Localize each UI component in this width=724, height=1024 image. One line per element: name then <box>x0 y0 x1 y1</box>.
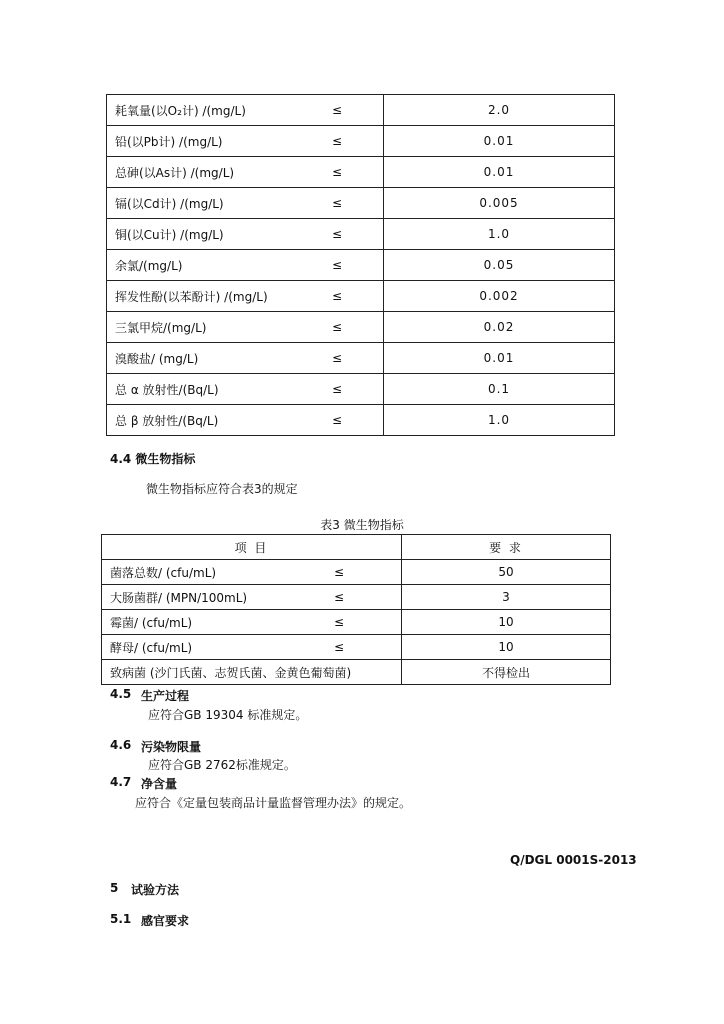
table-row <box>107 126 615 157</box>
item-value: 不得检出 <box>402 660 611 685</box>
indicator-table-continued <box>106 94 615 436</box>
table-row <box>107 343 615 374</box>
table-row <box>107 157 615 188</box>
table-row <box>107 281 615 312</box>
section-4-6-title: 污染物限量 <box>141 740 202 754</box>
table-row <box>107 219 615 250</box>
document-code: Q/DGL 0001S-2013 <box>510 853 637 867</box>
table-row <box>107 405 615 436</box>
item-name <box>107 312 384 343</box>
operator-symbol: ≤ <box>332 289 343 303</box>
item-value: 0.01 <box>384 343 615 374</box>
section-4-5-title: 生产过程 <box>141 689 190 703</box>
table-row <box>107 312 615 343</box>
item-value: 2.0 <box>384 95 615 126</box>
header-requirement: 要 求 <box>402 535 611 560</box>
item-label: 致病菌 (沙门氏菌、志贺氏菌、金黄色葡萄菌) <box>110 665 352 680</box>
table-row <box>107 374 615 405</box>
item-name <box>107 219 384 250</box>
table-row <box>107 188 615 219</box>
item-label: 总 β 放射性/(Bq/L) <box>115 413 219 428</box>
item-value: 0.002 <box>384 281 615 312</box>
item-name <box>107 126 384 157</box>
operator-symbol: ≤ <box>332 196 343 210</box>
item-label: 溴酸盐/ (mg/L) <box>115 351 199 366</box>
item-name <box>107 250 384 281</box>
table-row <box>107 95 615 126</box>
item-label: 铅(以Pb计) /(mg/L) <box>115 134 223 149</box>
section-5-1-number: 5.1 <box>110 912 132 926</box>
item-value: 0.005 <box>384 188 615 219</box>
item-name <box>102 610 402 635</box>
item-label: 大肠菌群/ (MPN/100mL) <box>110 590 248 605</box>
item-label: 三氯甲烷/(mg/L) <box>115 320 207 335</box>
item-name <box>107 281 384 312</box>
item-value: 0.05 <box>384 250 615 281</box>
operator-symbol: ≤ <box>332 320 343 334</box>
item-value: 10 <box>402 610 611 635</box>
operator-symbol: ≤ <box>332 134 343 148</box>
item-name <box>102 660 402 685</box>
header-item: 项 目 <box>102 535 402 560</box>
item-label: 挥发性酚(以苯酚计) /(mg/L) <box>115 289 268 304</box>
section-4-7-text: 应符合《定量包装商品计量监督管理办法》的规定。 <box>135 796 412 810</box>
item-value: 0.01 <box>384 126 615 157</box>
item-label: 余氯/(mg/L) <box>115 258 183 273</box>
item-value: 0.01 <box>384 157 615 188</box>
table3-caption: 表3 微生物指标 <box>320 518 404 532</box>
section-4-4-heading: 4.4 微生物指标 <box>110 452 196 466</box>
item-value: 0.1 <box>384 374 615 405</box>
section-4-5-number: 4.5 <box>110 687 132 701</box>
section-4-5-text: 应符合GB 19304 标准规定。 <box>148 708 308 722</box>
item-value: 50 <box>402 560 611 585</box>
section-4-4-text: 微生物指标应符合表3的规定 <box>146 482 298 496</box>
item-label: 霉菌/ (cfu/mL) <box>110 615 193 630</box>
item-name <box>102 635 402 660</box>
item-label: 铜(以Cu计) /(mg/L) <box>115 227 224 242</box>
item-value: 1.0 <box>384 405 615 436</box>
microbial-indicator-table <box>101 534 611 685</box>
section-5-number: 5 <box>110 881 119 895</box>
item-name <box>107 374 384 405</box>
operator-symbol: ≤ <box>332 227 343 241</box>
item-label: 菌落总数/ (cfu/mL) <box>110 565 217 580</box>
section-4-7-title: 净含量 <box>141 777 178 791</box>
item-label: 镉(以Cd计) /(mg/L) <box>115 196 224 211</box>
item-name <box>107 343 384 374</box>
operator-symbol: ≤ <box>332 351 343 365</box>
item-label: 总砷(以As计) /(mg/L) <box>115 165 235 180</box>
item-label: 耗氧量(以O₂计) /(mg/L) <box>115 103 246 118</box>
table-row <box>102 560 611 585</box>
item-name <box>102 560 402 585</box>
table-row <box>102 585 611 610</box>
table-row <box>102 610 611 635</box>
operator-symbol: ≤ <box>334 615 345 629</box>
operator-symbol: ≤ <box>332 382 343 396</box>
operator-symbol: ≤ <box>332 413 343 427</box>
item-value: 10 <box>402 635 611 660</box>
item-name <box>107 188 384 219</box>
section-5-1-title: 感官要求 <box>141 914 190 928</box>
operator-symbol: ≤ <box>332 258 343 272</box>
item-value: 0.02 <box>384 312 615 343</box>
item-value: 1.0 <box>384 219 615 250</box>
section-4-6-text: 应符合GB 2762标准规定。 <box>148 758 296 772</box>
item-name <box>107 95 384 126</box>
item-value: 3 <box>402 585 611 610</box>
item-name <box>102 585 402 610</box>
table-row <box>107 250 615 281</box>
table-header-row <box>102 535 611 560</box>
item-label: 酵母/ (cfu/mL) <box>110 640 193 655</box>
item-name <box>107 157 384 188</box>
operator-symbol: ≤ <box>332 165 343 179</box>
item-label: 总 α 放射性/(Bq/L) <box>115 382 219 397</box>
item-name <box>107 405 384 436</box>
table-row <box>102 660 611 685</box>
table-row <box>102 635 611 660</box>
operator-symbol: ≤ <box>334 590 345 604</box>
section-5-title: 试验方法 <box>131 883 180 897</box>
section-4-6-number: 4.6 <box>110 738 132 752</box>
operator-symbol: ≤ <box>334 565 345 579</box>
operator-symbol: ≤ <box>334 640 345 654</box>
operator-symbol: ≤ <box>332 103 343 117</box>
section-4-7-number: 4.7 <box>110 775 132 789</box>
